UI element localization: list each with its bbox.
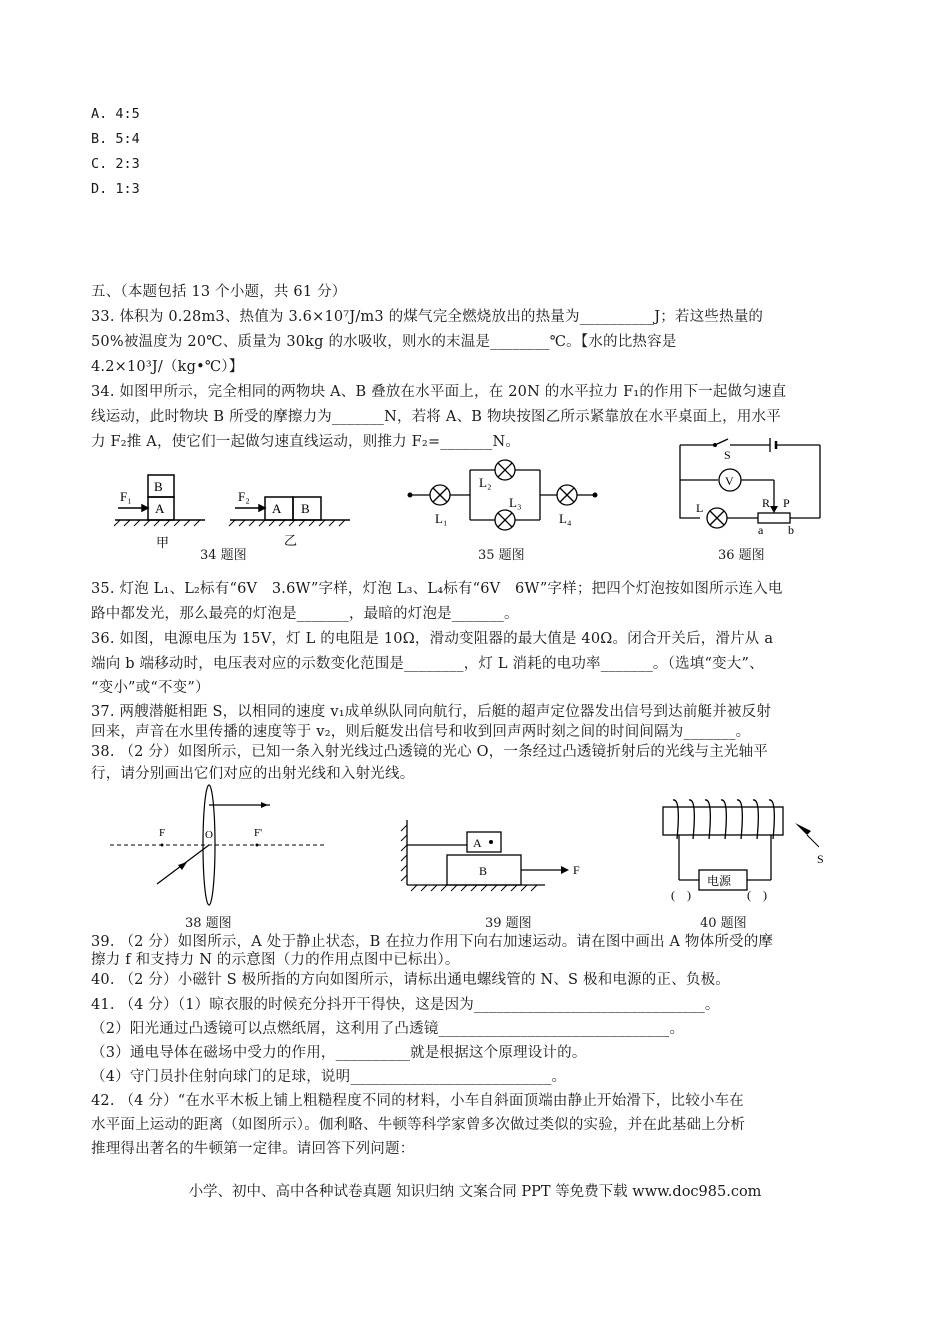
q38-line1: 38. （2 分）如图所示，已知一条入射光线过凸透镜的光心 O，一条经过凸透镜折射后的光线与主光轴平 (91, 744, 768, 760)
q38-line2: 行，请分别画出它们对应的出射光线和入射光线。 (91, 766, 415, 782)
fig36-caption: 36 题图 (718, 548, 765, 563)
q33-line3: 4.2×10³J/（kg•℃）】 (91, 359, 244, 375)
option-d: D. 1:3 (91, 181, 140, 197)
fig34-label-jia: 甲 (156, 535, 170, 550)
q37-line2: 回来，声音在水里传播的速度等于 v₂，则后艇发出信号和收到回声两时刻之间的时间间隔为_______。 (91, 724, 751, 740)
fig36-label-l: L (696, 501, 704, 515)
fig36-label-v: V (725, 474, 734, 488)
fig38-caption: 38 题图 (185, 916, 232, 931)
fig39-caption: 39 题图 (485, 916, 532, 931)
fig35-label-l4: L₄ (559, 511, 572, 526)
fig35-label-l1: L₁ (435, 511, 448, 526)
q34-line2: 线运动，此时物块 B 所受的摩擦力为_______N，若将 A、B 物块按图乙所示紧靠放在水平桌面上，用水平 (91, 409, 781, 425)
figure-35 (405, 455, 605, 545)
q41-line4: （4）守门员扑住射向球门的足球，说明___________________________。 (91, 1069, 567, 1085)
fig34-caption: 34 题图 (200, 548, 247, 563)
q33-line2: 50%被温度为 20℃、质量为 30kg 的水吸收，则水的末温是________℃。【水的比热容是 (91, 334, 677, 350)
fig35-label-l3: L₃ (509, 495, 522, 510)
option-b: B. 5:4 (91, 131, 140, 147)
fig35-label-l2: L₂ (479, 475, 492, 490)
figure-34 (110, 465, 360, 555)
q37-line1: 37. 两艘潜艇相距 S，以相同的速度 v₁成单纵队同向航行，后艇的超声定位器发出信号到达前艇并被反射 (91, 704, 772, 720)
fig34-label-b2: B (301, 501, 310, 516)
q41-line1: 41. （4 分）（1）晾衣服的时候充分抖开干得快，这是因为_______________________________。 (91, 997, 720, 1013)
figure-36 (670, 435, 830, 540)
fig39-label-a: A (473, 836, 482, 850)
fig36-label-a: a (758, 523, 764, 537)
section-header: 五、（本题包括 13 个小题，共 61 分） (91, 284, 347, 300)
q39-line2: 擦力 f 和支持力 N 的示意图（力的作用点图中已标出）。 (91, 952, 460, 968)
fig34-label-a: A (155, 501, 165, 516)
page-footer: 小学、初中、高中各种试卷真题 知识归纳 文案合同 PPT 等免费下载 www.doc985.com (188, 1184, 762, 1200)
q42-line1: 42. （4 分）“在水平木板上铺上粗糙程度不同的材料，小车自斜面顶端由静止开始滑下，比较小车在 (91, 1093, 745, 1109)
q36-line1: 36. 如图，电源电压为 15V，灯 L 的电阻是 10Ω，滑动变阻器的最大值是 40Ω。闭合开关后，滑片从 a (91, 631, 774, 647)
q42-line3: 推理得出著名的牛顿第一定律。请回答下列问题： (91, 1141, 415, 1157)
fig38-label-o: O (205, 829, 213, 841)
figure-38 (105, 780, 335, 910)
q36-line3: “变小”或“不变”） (91, 680, 210, 696)
fig34-label-f1: F₁ (120, 489, 132, 504)
option-a: A. 4:5 (91, 106, 140, 122)
fig40-label-source: 电源 (707, 874, 732, 888)
q42-line2: 水平面上运动的距离（如图所示）。伽利略、牛顿等科学家曾多次做过类似的实验，并在此基础上分析 (91, 1117, 746, 1133)
fig36-label-s: S (724, 448, 731, 462)
fig36-label-b: b (788, 523, 794, 537)
fig40-caption: 40 题图 (700, 916, 747, 931)
fig36-label-p: P (783, 496, 790, 510)
q35-line2: 路中都发光，那么最亮的灯泡是_______，最暗的灯泡是_______。 (91, 606, 519, 622)
figure-39 (395, 815, 595, 895)
fig34-label-b-top: B (154, 479, 163, 494)
fig34-label-yi: 乙 (284, 533, 298, 548)
q40-line: 40. （2 分）小磁针 S 极所指的方向如图所示，请标出通电螺线管的 N、S 极和电源的正、负极。 (91, 972, 730, 988)
fig40-label-left: ( ) (671, 888, 691, 902)
q39-line1: 39. （2 分）如图所示，A 处于静止状态，B 在拉力作用下向右加速运动。请在图中画出 A 物体所受的摩 (91, 934, 774, 950)
fig35-caption: 35 题图 (478, 548, 525, 563)
fig38-label-f: F (159, 827, 166, 839)
option-c: C. 2:3 (91, 156, 140, 172)
fig38-label-f-prime: F' (254, 827, 263, 839)
fig34-label-f2: F₂ (238, 489, 250, 504)
fig40-label-right: ( ) (747, 888, 767, 902)
q36-line2: 端向 b 端移动时，电压表对应的示数变化范围是________，灯 L 消耗的电功率_______。（选填“变大”、 (91, 656, 764, 672)
fig34-label-a2: A (272, 501, 282, 516)
fig39-label-b: B (479, 864, 488, 878)
fig36-label-r: R (762, 496, 771, 510)
figure-40 (655, 795, 845, 910)
q41-line3: （3）通电导体在磁场中受力的作用，__________就是根据这个原理设计的。 (91, 1045, 587, 1061)
fig39-label-f: F (573, 863, 580, 877)
q34-line1: 34. 如图甲所示，完全相同的两物块 A、B 叠放在水平面上，在 20N 的水平拉力 F₁的作用下一起做匀速直 (91, 384, 787, 400)
q34-line3: 力 F₂推 A，使它们一起做匀速直线运动，则推力 F₂=_______N。 (91, 434, 521, 450)
q35-line1: 35. 灯泡 L₁、L₂标有“6V 3.6W”字样，灯泡 L₃、L₄标有“6V 6W”字样；把四个灯泡按如图所示连入电 (91, 581, 783, 597)
q33-line1: 33. 体积为 0.28m3、热值为 3.6×10⁷J/m3 的煤气完全燃烧放出的热量为__________J；若这些热量的 (91, 309, 764, 325)
q41-line2: （2）阳光通过凸透镜可以点燃纸屑，这利用了凸透镜_______________________________。 (91, 1021, 685, 1037)
fig40-label-s: S (817, 852, 824, 866)
